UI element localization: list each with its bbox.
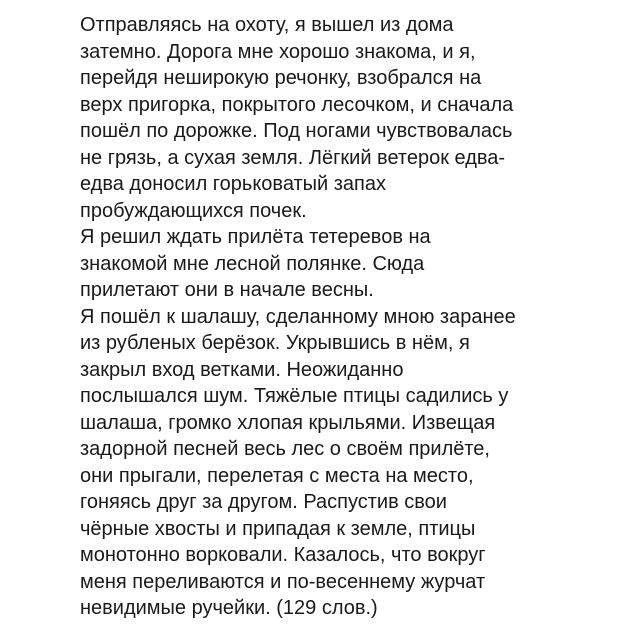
text-line: Я решил ждать прилёта тетеревов на bbox=[80, 226, 431, 248]
text-line: гоняясь друг за другом. Распустив свои bbox=[80, 491, 447, 513]
text-line: затемно. Дорога мне хорошо знакома, и я, bbox=[80, 40, 476, 63]
text-line: едва доносил горьковатый запах bbox=[80, 173, 387, 195]
text-line: монотонно ворковали. Казалось, что вокруг bbox=[80, 544, 486, 566]
text-line: пошёл по дорожке. Под ногами чувствовалась bbox=[80, 120, 513, 142]
text-line: шалаша, громко хлопая крыльями. Извещая bbox=[80, 411, 496, 434]
text-line: из рубленых берёзок. Укрывшись в нём, я bbox=[80, 332, 470, 354]
text-line: знакомой мне лесной полянке. Сюда bbox=[80, 252, 425, 275]
document-text bbox=[80, 12, 620, 622]
text-line: прилетают они в начале весны. bbox=[80, 279, 374, 301]
text-line: чёрные хвосты и припадая к земле, птицы bbox=[80, 517, 476, 540]
text-line: пробуждающихся почек. bbox=[80, 199, 307, 222]
text-line: меня переливаются и по-весеннему журчат bbox=[80, 570, 486, 593]
text-line: Отправляясь на охоту, я вышел из дома bbox=[80, 14, 454, 36]
text-line: послышался шум. Тяжёлые птицы садились у bbox=[80, 385, 509, 407]
text-line: они прыгали, перелетая с места на место, bbox=[80, 464, 474, 487]
text-line: закрыл вход ветками. Неожиданно bbox=[80, 358, 404, 381]
text-line: верх пригорка, покрытого лесочком, и сначала bbox=[80, 93, 514, 116]
text-line: задорной песней весь лес о своём прилёте, bbox=[80, 438, 490, 460]
paragraph-3 bbox=[80, 304, 620, 622]
text-line: перейдя неширокую речонку, взобрался на bbox=[80, 67, 482, 89]
paragraph-1 bbox=[80, 12, 620, 224]
text-line: не грязь, а сухая земля. Лёгкий ветерок едва- bbox=[80, 146, 506, 169]
text-line: Я пошёл к шалашу, сделанному мною заранее bbox=[80, 305, 516, 328]
paragraph-2 bbox=[80, 224, 620, 304]
text-line: невидимые ручейки. (129 слов.) bbox=[80, 597, 378, 619]
